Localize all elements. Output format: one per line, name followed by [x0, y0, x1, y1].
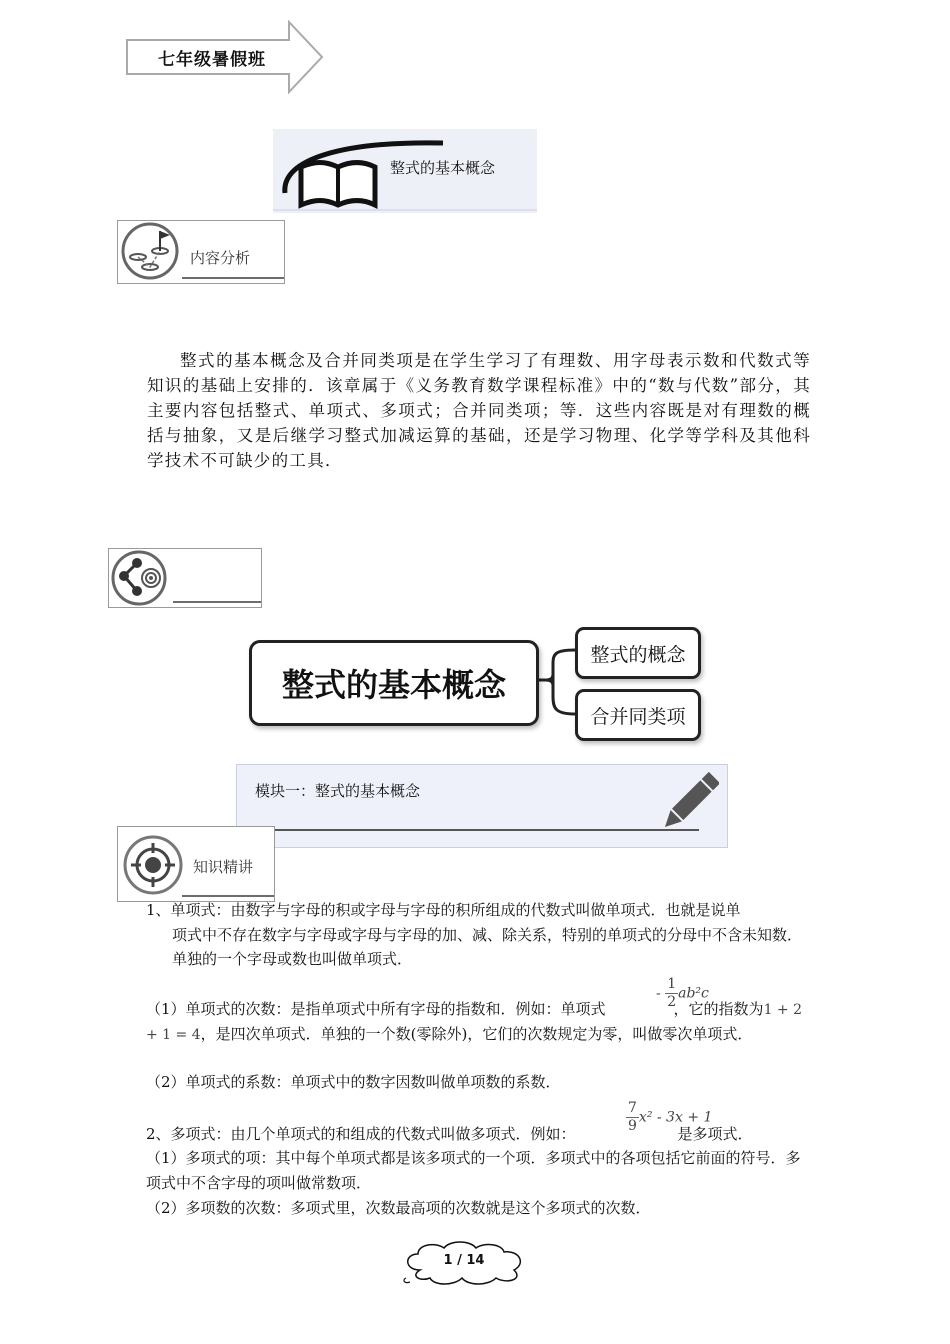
knowledge-label: 知识精讲	[193, 858, 254, 876]
mind-map-child-1: 整式的概念	[575, 627, 701, 679]
mind-map-root: 整式的基本概念	[249, 640, 539, 726]
module-title: 模块一：整式的基本概念	[255, 782, 421, 800]
monomial-sign: -	[656, 985, 661, 1002]
mind-map-label-box	[108, 548, 262, 608]
grade-badge	[124, 20, 326, 94]
polynomial-definition-text-a: 2、多项式：由几个单项式的和组成的代数式叫做多项式．例如：	[146, 1125, 576, 1143]
polynomial-terms: （1）多项式的项：其中每个单项式都是该多项式的一个项．多项式中的各项包括它前面的符号．多项式中不含字母的项叫做常数项．	[146, 1149, 801, 1192]
polynomial-numerator: 7	[628, 1100, 637, 1116]
page-number: 1 / 14	[443, 1252, 485, 1268]
topic-title: 整式的基本概念	[390, 159, 496, 177]
polynomial-degree: （2）多项数的次数：多项式里，次数最高项的次数就是这个多项式的次数．	[146, 1199, 651, 1217]
monomial-degree	[146, 997, 810, 1047]
polynomial-rest: x² - 3x + 1	[638, 1109, 713, 1126]
monomial-definition-continued: 项式中不存在数字与字母或字母与字母的加、减、除关系，特别的单项式的分母中不含未知数．单独的一个字母或数也叫做单项式．	[172, 925, 803, 968]
mind-map-connectors	[533, 640, 577, 740]
topic-banner	[273, 129, 537, 213]
monomial-denominator: 2	[667, 994, 677, 1010]
monomial-variables: ab²c	[678, 985, 709, 1002]
module-banner	[236, 764, 728, 848]
exponent-sum: 1 + 2 + 1 = 4	[146, 1002, 803, 1043]
monomial-degree-text-a: （1）单项式的次数：是指单项式中所有字母的指数和．例如：单项式	[146, 1000, 606, 1018]
knowledge-label-box	[117, 826, 275, 902]
monomial-numerator: 1	[667, 976, 677, 992]
polynomial-definition-text-b: 是多项式．	[677, 1125, 753, 1143]
network-icon	[111, 549, 175, 607]
page-number-badge	[400, 1240, 528, 1286]
content-analysis-label: 内容分析	[190, 249, 251, 267]
target-route-icon	[120, 221, 184, 281]
pencil-icon	[659, 771, 719, 835]
mind-map-child-2: 合并同类项	[575, 689, 701, 741]
grade-label: 七年级暑假班	[158, 49, 266, 70]
polynomial-definition	[146, 1122, 810, 1147]
monomial-definition-head: 1、单项式：由数字与字母的积或字母与字母的积所组成的代数式叫做单项式．也就是说单	[146, 901, 741, 919]
monomial-coefficient: （2）单项式的系数：单项式中的数字因数叫做单项数的系数．	[146, 1073, 561, 1091]
crosshair-target-icon	[121, 829, 187, 899]
polynomial-denominator: 9	[628, 1118, 637, 1134]
intro-paragraph: 整式的基本概念及合并同类项是在学生学习了有理数、用字母表示数和代数式等知识的基础上安排的．该章属于《义务教育数学课程标准》中的“数与代数”部分，其主要内容包括整式、单项式、多项式；合并同类项；等．这些内容既是对有理数的概括与抽象，又是后继学习整式加减运算的基础，还是学习物理、化学等学科及其他科学技术不可缺少的工具．	[147, 351, 811, 470]
monomial-degree-text-b: ，它的指数为	[673, 1000, 764, 1018]
monomial-definition	[146, 898, 810, 972]
monomial-degree-text-c: ，是四次单项式．单独的一个数(零除外)，它们的次数规定为零，叫做零次单项式．	[200, 1025, 753, 1043]
content-analysis-label-box	[117, 220, 285, 284]
